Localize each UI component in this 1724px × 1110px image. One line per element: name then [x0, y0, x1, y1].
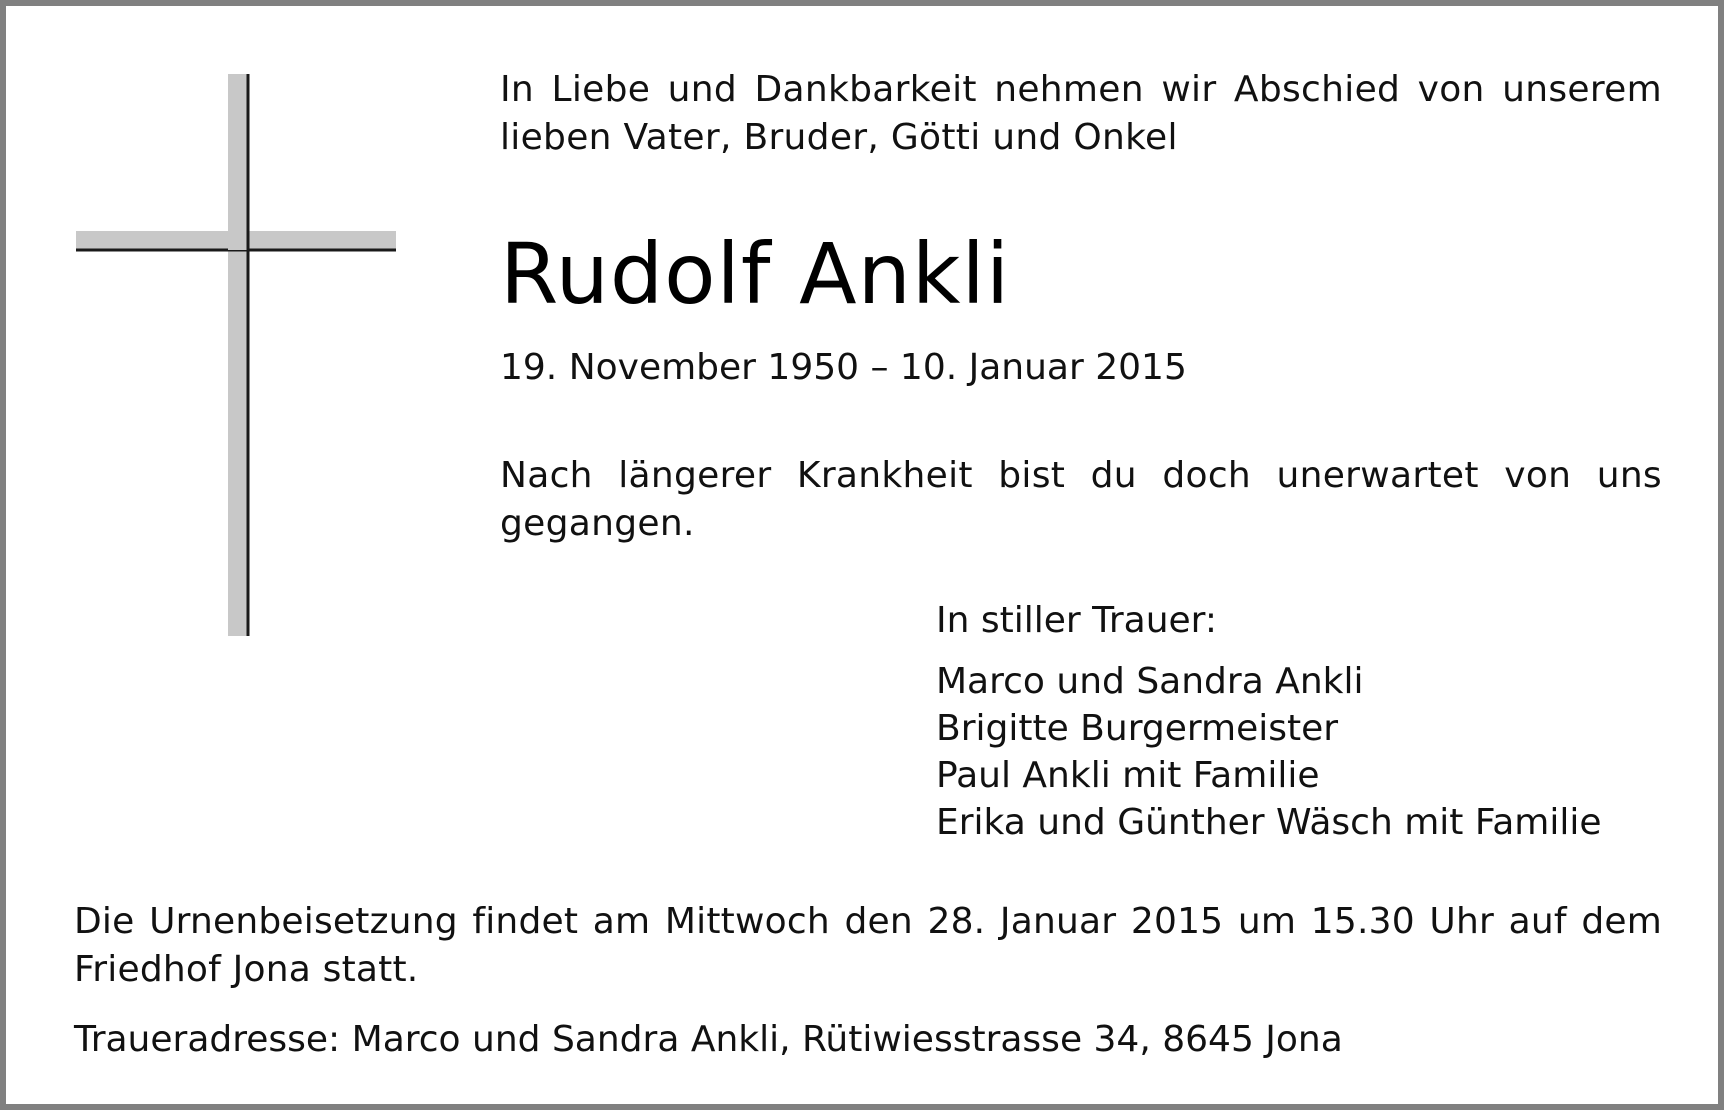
mourning-address: Traueradresse: Marco und Sandra Ankli, Rütiwiesstrasse 34, 8645 Jona [74, 1019, 1343, 1060]
mourner-item: Paul Ankli mit Familie [936, 755, 1320, 796]
mourner-item: Erika und Günther Wäsch mit Familie [936, 802, 1602, 843]
mourner-item: Brigitte Burgermeister [936, 708, 1339, 749]
intro-text: In Liebe und Dankbarkeit nehmen wir Abschied von unserem lieben Vater, Bruder, Götti und Onkel [500, 69, 1662, 158]
life-dates: 19. November 1950 – 10. Januar 2015 [500, 347, 1187, 388]
burial-text: Die Urnenbeisetzung findet am Mittwoch den 28. Januar 2015 um 15.30 Uhr auf dem Friedhof Jona statt. [74, 901, 1662, 990]
cross-icon [76, 74, 396, 636]
illness-text: Nach längerer Krankheit bist du doch unerwartet von uns gegangen. [500, 455, 1662, 544]
deceased-name: Rudolf Ankli [500, 225, 1011, 323]
mourning-heading: In stiller Trauer: [936, 600, 1217, 641]
mourners-list [936, 658, 1602, 846]
mourner-item: Marco und Sandra Ankli [936, 661, 1364, 702]
